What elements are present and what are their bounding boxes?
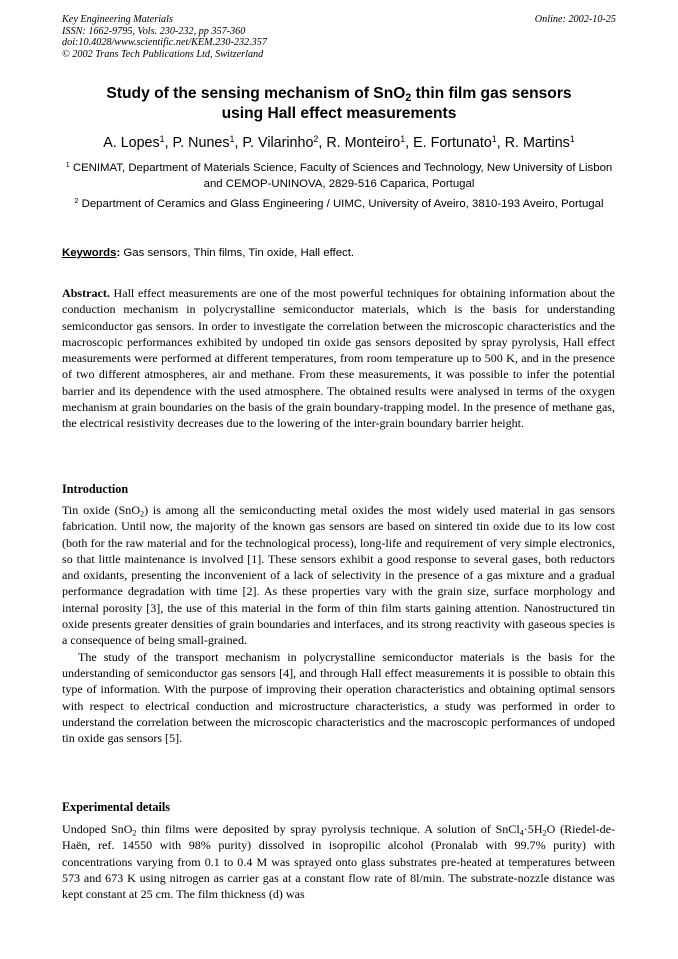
author-affiliation-mark: 1 (569, 134, 575, 145)
keywords-text: Gas sensors, Thin films, Tin oxide, Hall effect. (123, 247, 355, 259)
affiliation-number: 1 (65, 162, 70, 170)
introduction-paragraph-1: Tin oxide (SnO$_2$) is among all the semiconducting metal oxides the most widely used material in gas sensors fabrication. Until now, the majority of the known gas sensors are based on sintered tin oxide due to its low cost (both for the raw material and for the technological process), long-life and requirement of very simple electronics, so that little maintenance is involved [1]. These sensors exhibit a good response to several gases, both reductors and oxidants, presenting the inconvenient of a lack of selectivity in the presence of a gas mixture and a gradual performance degradation with time [2]. As these properties vary with the grain size, surface morphology and internal porosity [3], the use of this material in the form of thin film starts gaining attention. Nanostructured tin oxide presents greater densities of grain boundaries and interfaces, and its strong reactivity with gaseous species is a consequence of being small-grained. (62, 503, 615, 648)
author-affiliation-mark: 1 (229, 134, 235, 145)
author-list: A. Lopes$^1$, P. Nunes$^1$, P. Vilarinho$^2$, R. Monteiro$^1$, E. Fortunato$^1$, R. Martins$^1$ (103, 134, 575, 151)
journal-header (62, 14, 616, 60)
paper-title (62, 84, 616, 124)
title-part1: Study of the sensing mechanism of SnO (106, 85, 406, 102)
issn-line: ISSN: 1662-9795, Vols. 230-232, pp 357-360 (62, 25, 246, 37)
author-name: R. Martins (504, 135, 570, 151)
author-name: R. Monteiro (326, 135, 401, 151)
affiliation-text: Department of Ceramics and Glass Engineering / UIMC, University of Aveiro, 3810-193 Aveiro, Portugal (81, 198, 604, 210)
affiliation-2 (62, 196, 616, 212)
introduction-heading: Introduction (62, 482, 129, 496)
online-date: Online: 2002-10-25 (534, 14, 616, 25)
author-name: E. Fortunato (413, 135, 492, 151)
abstract-text: Hall effect measurements are one of the most powerful techniques for obtaining information about the conduction mechanism in polycrystalline semiconductor materials, which is the basis for understanding semiconductor gas sensors. In order to investigate the correlation between the microscopic characteristics and the macroscopic performances exhibited by undoped tin oxide gas sensors deposited by spray pyrolysis, Hall effect measurements were performed at different temperatures, from room temperature up to 500 K, and in the presence of two different atmospheres, air and methane. From these measurements, it was possible to infer the potential barrier and its dependence with the used atmosphere. The obtained results were analysed in terms of the oxygen mechanism at grain boundaries on the basis of the grain boundary-trapping model. In the presence of methane gas, the electrical resistivity decreases due to the lowering of the inter-grain boundary barrier height. (62, 286, 615, 431)
author-affiliation-mark: 1 (159, 134, 165, 145)
introduction-paragraph-2: The study of the transport mechanism in polycrystalline semiconductor materials is the basis for the understanding of semiconductor gas sensors [4], and through Hall effect measurements it is possible to obtain this type of information. With the purpose of improving their operation characteristics and obtaining optimal sensors with respect to electrical conduction and microstructure characteristics, a study was performed in order to understand the correlation between the microscopic characteristics and the macroscopic performances of undoped tin oxide gas sensors [5]. (62, 649, 615, 746)
title-subscript: 2 (405, 91, 412, 104)
doi-line: doi:10.4028/www.scientific.net/KEM.230-232.357 (62, 37, 267, 48)
author-affiliation-mark: 1 (491, 134, 497, 145)
keywords: Keywords: Gas sensors, Thin films, Tin oxide, Hall effect. (62, 247, 355, 259)
author-name: A. Lopes (103, 135, 160, 151)
experimental-heading: Experimental details (62, 800, 170, 814)
affiliation-text: CENIMAT, Department of Materials Science, Faculty of Sciences and Technology, New University of Lisbon and CEMOP-UNINOVA, 2829-516 Caparica, Portugal (72, 162, 613, 190)
title-line2: using Hall effect measurements (221, 105, 457, 122)
copyright-line: © 2002 Trans Tech Publications Ltd, Switzerland (62, 48, 264, 60)
keywords-label: Keywords (62, 247, 117, 259)
affiliation-number: 2 (74, 198, 79, 206)
affiliation-1 (62, 160, 616, 192)
introduction-body (62, 502, 615, 746)
author-affiliation-mark: 1 (400, 134, 406, 145)
title-part2: thin film gas sensors (411, 85, 572, 102)
journal-name: Key Engineering Materials (62, 14, 173, 25)
abstract-label: Abstract. (62, 286, 110, 300)
author-name: P. Vilarinho (242, 135, 314, 151)
experimental-body: Undoped SnO$_2$ thin films were deposited by spray pyrolysis technique. A solution of $SnCl_4\cdot 5H_2O$ (Riedel-de-Haën, ref. 14550 with 98% purity) dissolved in isopropilic alcohol (Pronalab with 99.7% purity) with concentrations varying from 0.1 to 0.4 M was sprayed onto glass substrates pre-heated at temperatures between 573 and 673 K using nitrogen as carrier gas at a constant flow rate of 8l/min. The substrate-nozzle distance was kept constant at 25 cm. The film thickness (d) was (62, 822, 615, 902)
author-affiliation-mark: 2 (313, 134, 319, 145)
author-name: P. Nunes (172, 135, 230, 151)
abstract (62, 285, 615, 432)
